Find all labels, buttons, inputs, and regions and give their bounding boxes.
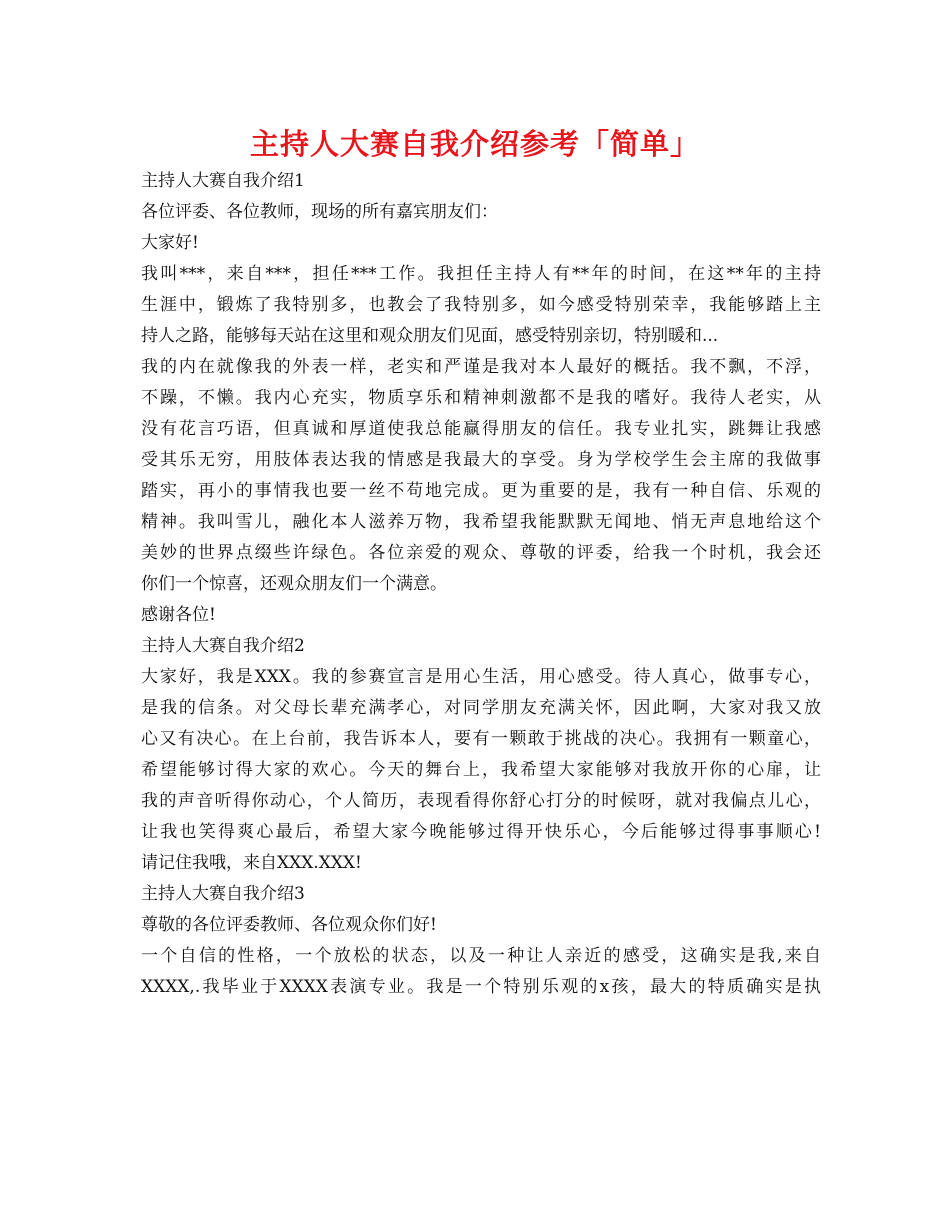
text-line: 主持人大赛自我介绍1 [141, 171, 305, 191]
text-line: 感谢各位! [141, 605, 216, 625]
text-line: 各位评委、各位教师，现场的所有嘉宾朋友们： [141, 202, 498, 222]
text-line: 受其乐无穷，用肢体表达我的情感是我最大的享受。身为学校学生会主席的我做事 [141, 450, 821, 470]
section-heading: 主持人大赛自我介绍2 [141, 636, 305, 656]
text-line: 你们一个惊喜，还观众朋友们一个满意。 [141, 574, 447, 594]
text-line: 大家好! [141, 233, 199, 253]
document-title: 主持人大赛自我介绍参考「简单」 [249, 127, 700, 161]
text-line: 尊敬的各位评委教师、各位观众你们好! [141, 915, 437, 935]
text-line: 希望能够讨得大家的欢心。今天的舞台上，我希望大家能够对我放开你的心扉，让 [141, 760, 821, 780]
text-line: 美妙的世界点缀些许绿色。各位亲爱的观众、尊敬的评委，给我一个时机，我会还 [141, 543, 821, 563]
document-body [141, 166, 821, 1003]
text-line: 我叫***，来自***，担任***工作。我担任主持人有**年的时间，在这**年的主持 [141, 264, 821, 284]
text-line: 不躁，不懒。我内心充实，物质享乐和精神刺激都不是我的嗜好。我待人老实，从 [141, 388, 821, 408]
text-line: 一个自信的性格，一个放松的状态，以及一种让人亲近的感受，这确实是我,来自 [141, 946, 821, 966]
text-line: 大家好，我是XXX。我的参赛宣言是用心生活，用心感受。待人真心，做事专心， [141, 667, 821, 687]
text-line: 踏实，再小的事情我也要一丝不苟地完成。更为重要的是，我有一种自信、乐观的 [141, 481, 821, 501]
text-line: 是我的信条。对父母长辈充满孝心，对同学朋友充满关怀，因此啊，大家对我又放 [141, 698, 821, 718]
text-line: 心又有决心。在上台前，我告诉本人，要有一颗敢于挑战的决心。我拥有一颗童心， [141, 729, 821, 749]
text-line: 我的内在就像我的外表一样，老实和严谨是我对本人最好的概括。我不飘，不浮， [141, 357, 821, 377]
text-line: 请记住我哦，来自XXX.XXX! [141, 853, 362, 873]
text-line: 没有花言巧语，但真诚和厚道使我总能赢得朋友的信任。我专业扎实，跳舞让我感 [141, 419, 821, 439]
text-line: 让我也笑得爽心最后，希望大家今晚能够过得开快乐心，今后能够过得事事顺心! [141, 822, 821, 842]
section-heading: 主持人大赛自我介绍3 [141, 884, 305, 904]
text-line: 生涯中，锻炼了我特别多，也教会了我特别多，如今感受特别荣幸，我能够踏上主 [141, 295, 821, 315]
text-line: 精神。我叫雪儿，融化本人滋养万物，我希望我能默默无闻地、悄无声息地给这个 [141, 512, 821, 532]
text-line: 持人之路，能够每天站在这里和观众朋友们见面，感受特别亲切，特别暖和... [141, 326, 719, 346]
text-line: XXXX,.我毕业于XXXX表演专业。我是一个特别乐观的x孩，最大的特质确实是执 [141, 977, 821, 997]
text-line: 我的声音听得你动心，个人简历，表现看得你舒心打分的时候呀，就对我偏点儿心， [141, 791, 821, 811]
